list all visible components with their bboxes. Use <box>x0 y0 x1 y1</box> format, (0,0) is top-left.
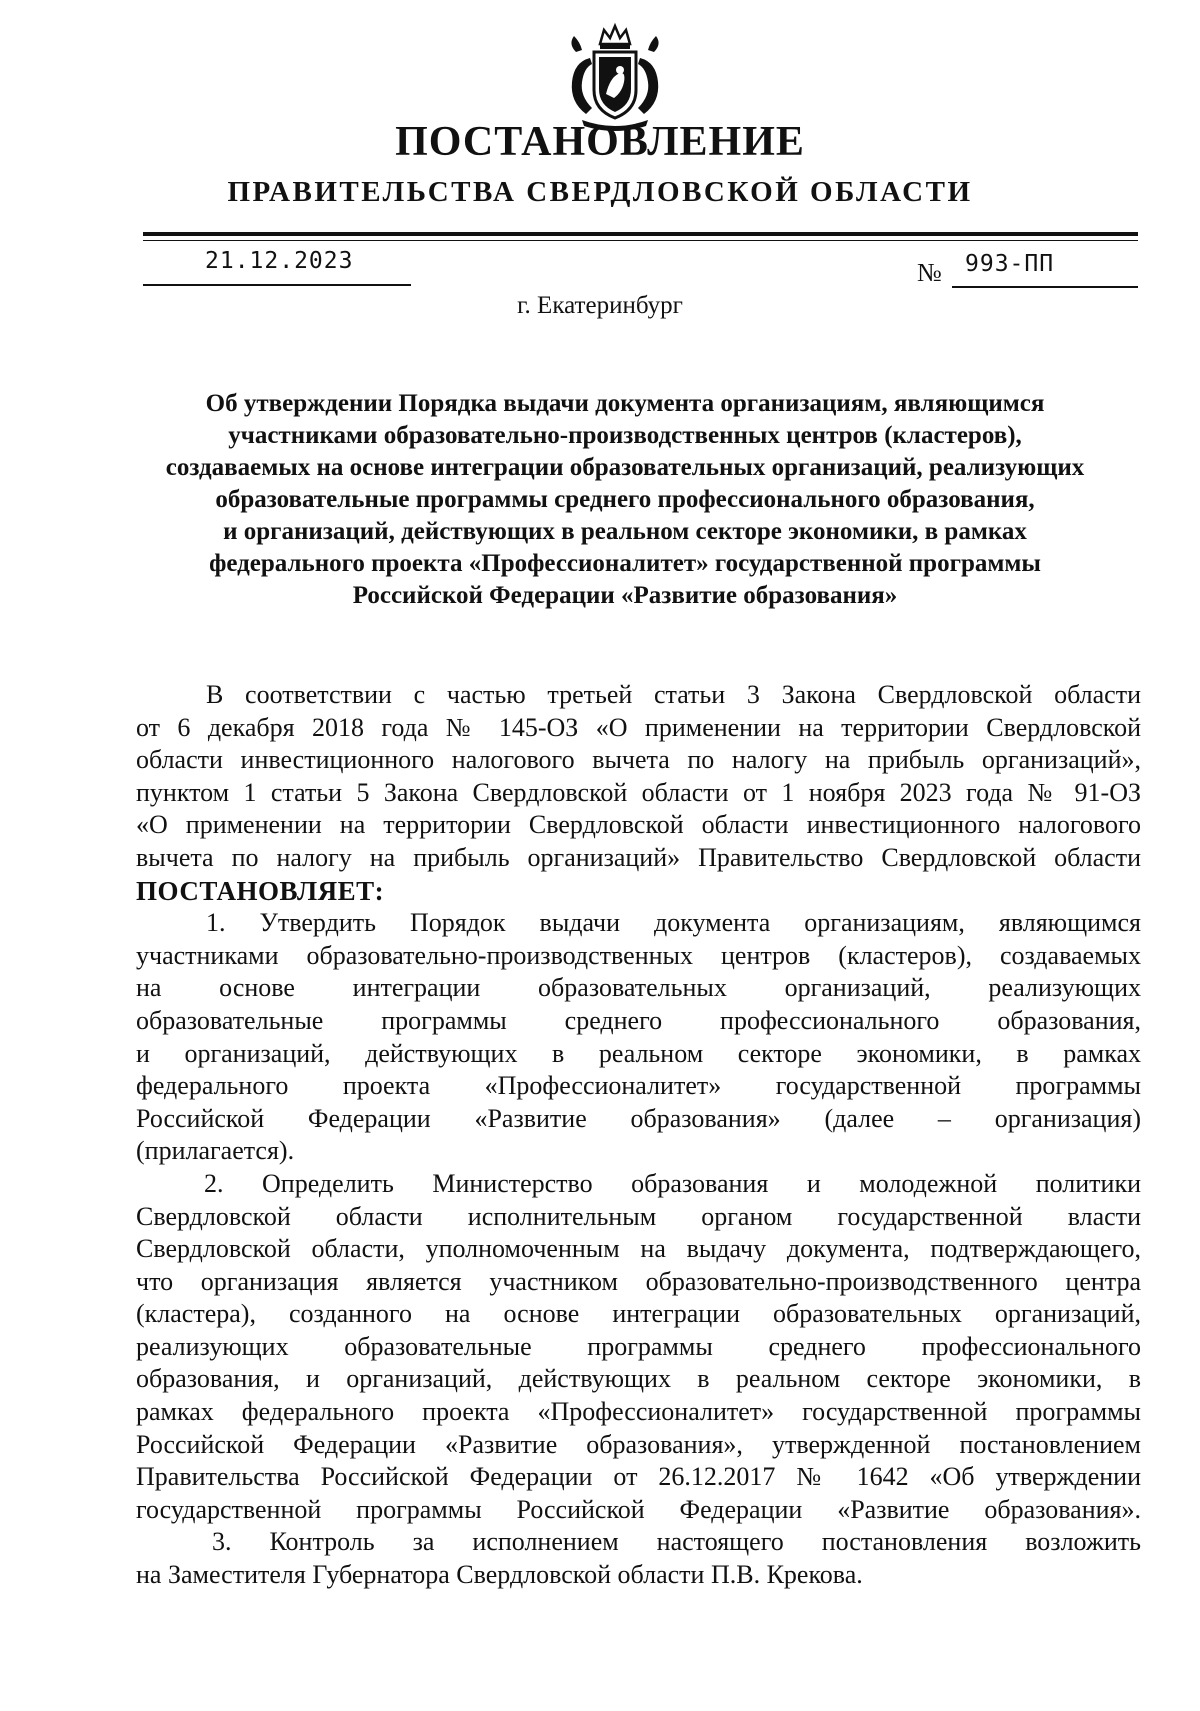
number-sign: № <box>917 258 942 287</box>
heading-line: Российской Федерации «Развитие образования» <box>352 582 898 609</box>
body-line: образования, и организаций, действующих в реальном секторе экономики, в <box>136 1364 1141 1394</box>
preamble <box>136 679 1141 907</box>
body-line: (кластера), созданного на основе интеграции образовательных организаций, <box>136 1299 1141 1329</box>
date-underline <box>143 284 411 286</box>
item-1 <box>136 907 1141 1168</box>
body-line: 2. Определить Министерство образования и молодежной политики <box>204 1168 1141 1198</box>
heading-line: образовательные программы среднего профессионального образования, <box>215 486 1035 513</box>
header-rule-thick <box>143 232 1138 236</box>
body-line: реализующих образовательные программы среднего профессионального <box>136 1331 1141 1361</box>
body-line: «О применении на территории Свердловской области инвестиционного налогового <box>136 810 1141 840</box>
city: г. Екатеринбург <box>517 292 683 319</box>
number-underline <box>952 286 1138 288</box>
body-line: от 6 декабря 2018 года № 145-ОЗ «О применении на территории Свердловской <box>136 712 1141 742</box>
header-rule-thin <box>143 240 1138 241</box>
document-body <box>136 679 1141 1592</box>
decree-word: ПОСТАНОВЛЯЕТ: <box>136 875 385 906</box>
body-line: 3. Контроль за исполнением настоящего постановления возложить <box>212 1527 1141 1557</box>
heading-line: Об утверждении Порядка выдачи документа организациям, являющимся <box>205 390 1045 417</box>
body-line: на Заместителя Губернатора Свердловской области П.В. Крекова. <box>136 1560 863 1590</box>
document-title: ПОСТАНОВЛЕНИЕ <box>395 119 805 165</box>
body-line: Правительства Российской Федерации от 26.12.2017 № 1642 «Об утверждении <box>136 1462 1141 1492</box>
body-line: Российской Федерации «Развитие образования», утвержденной постановлением <box>136 1429 1141 1459</box>
body-line: что организация является участником образовательно-производственного центра <box>136 1266 1141 1296</box>
body-line: рамках федерального проекта «Профессионалитет» государственной программы <box>136 1397 1141 1427</box>
body-line: 1. Утвердить Порядок выдачи документа организациям, являющимся <box>206 908 1141 938</box>
body-line: и организаций, действующих в реальном секторе экономики, в рамках <box>136 1038 1141 1068</box>
body-line: (прилагается). <box>136 1136 295 1166</box>
body-line: вычета по налогу на прибыль организаций» Правительство Свердловской области <box>136 842 1141 872</box>
heading-line: федерального проекта «Профессионалитет» государственной программы <box>209 550 1041 577</box>
document-subtitle: ПРАВИТЕЛЬСТВА СВЕРДЛОВСКОЙ ОБЛАСТИ <box>227 176 973 208</box>
body-line: Российской Федерации «Развитие образования» (далее – организация) <box>136 1103 1141 1133</box>
document-date: 21.12.2023 <box>205 248 354 274</box>
heading-line: участниками образовательно-производственных центров (кластеров), <box>228 422 1022 449</box>
body-line: государственной программы Российской Федерации «Развитие образования». <box>136 1494 1141 1524</box>
heading-line: и организаций, действующих в реальном секторе экономики, в рамках <box>223 518 1027 545</box>
body-line: федерального проекта «Профессионалитет» государственной программы <box>136 1071 1141 1101</box>
body-line: на основе интеграции образовательных организаций, реализующих <box>136 973 1141 1003</box>
document-heading <box>100 388 1150 612</box>
item-2 <box>136 1168 1141 1527</box>
body-line: Свердловской области исполнительным органом государственной власти <box>136 1201 1141 1231</box>
body-line: образовательные программы среднего профессионального образования, <box>136 1005 1141 1035</box>
body-line: участниками образовательно-производственных центров (кластеров), создаваемых <box>136 940 1141 970</box>
item-3 <box>136 1526 1141 1591</box>
body-line: В соответствии с частью третьей статьи 3 Закона Свердловской области <box>206 680 1141 709</box>
body-line: области инвестиционного налогового вычета по налогу на прибыль организаций», <box>136 745 1141 775</box>
body-line: пунктом 1 статьи 5 Закона Свердловской области от 1 ноября 2023 года № 91-ОЗ <box>136 777 1141 807</box>
heading-line: создаваемых на основе интеграции образовательных организаций, реализующих <box>165 454 1085 481</box>
document-number: 993-ПП <box>965 251 1055 277</box>
body-line: Свердловской области, уполномоченным на выдачу документа, подтверждающего, <box>136 1234 1141 1264</box>
